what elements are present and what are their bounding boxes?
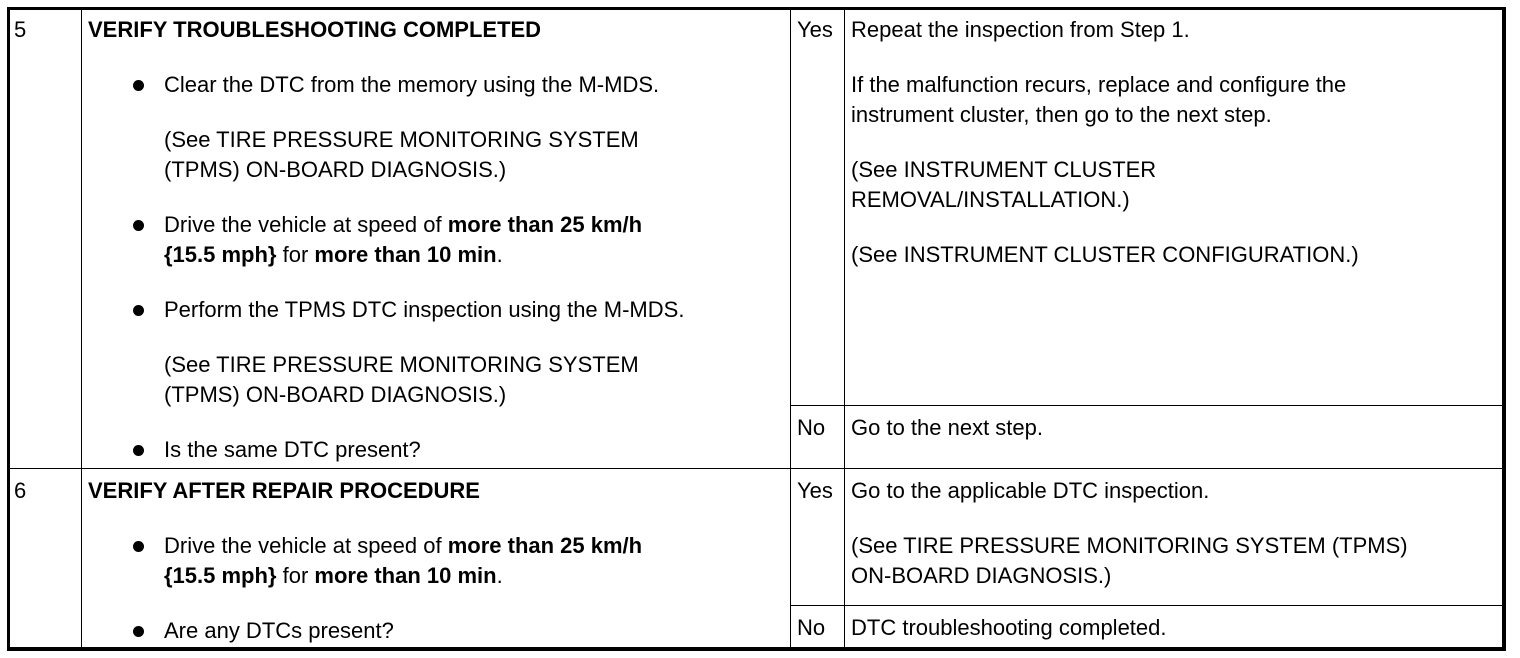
step-title: VERIFY TROUBLESHOOTING COMPLETED [88,17,542,42]
result-yes-action-cell: Repeat the inspection from Step 1. If the malfunction recurs, replace and configure the instrument cluster, then go to the next step. (See INSTRUMENT CLUSTER REMOVAL/INSTALLATION.) (See INSTRUMENT CLUSTER CONFIGURATION.) [845,8,1506,406]
bullet-icon [133,541,144,552]
result-no-action: Go to the next step. [851,415,1044,440]
step-number-cell [8,8,82,469]
bullet-icon [133,305,144,316]
result-yes-action-cell: Go to the applicable DTC inspection. (See TIRE PRESSURE MONITORING SYSTEM (TPMS) ON-BOARD DIAGNOSIS.) [845,469,1506,606]
reference-note: (See TIRE PRESSURE MONITORING SYSTEM (TPMS) ON-BOARD DIAGNOSIS.) [164,127,639,182]
procedure-item: Are any DTCs present? [88,616,784,646]
bullet-icon [133,445,144,456]
step-number-cell [8,469,82,651]
step-procedure-cell [82,469,791,651]
result-no-label-cell [791,406,845,469]
result-no-action-cell [845,606,1506,651]
result-yes-label-cell [791,469,845,606]
result-yes-label: Yes [797,17,833,42]
result-yes-label: Yes [797,478,833,503]
bullet-icon [133,220,144,231]
result-no-label: No [797,415,826,440]
result-no-action: DTC troubleshooting completed. [851,615,1167,640]
step-title: VERIFY AFTER REPAIR PROCEDURE [88,478,480,503]
troubleshooting-table-container [7,7,1505,650]
procedure-item: Drive the vehicle at speed of more than 25 km/h {15.5 mph} for more than 10 min. [88,210,784,270]
procedure-item: Drive the vehicle at speed of more than 25 km/h {15.5 mph} for more than 10 min. [88,531,784,591]
procedure-item: Clear the DTC from the memory using the M-MDS. [88,70,784,100]
procedure-item: Is the same DTC present? [88,435,784,465]
result-yes-label-cell [791,8,845,406]
procedure-item: Perform the TPMS DTC inspection using the M-MDS. [88,295,784,325]
result-no-label-cell [791,606,845,651]
bullet-icon [133,626,144,637]
step-procedure-cell [82,8,791,469]
step-number: 5 [14,17,27,42]
result-no-action-cell [845,406,1506,469]
step-number: 6 [14,478,27,503]
reference-note: (See TIRE PRESSURE MONITORING SYSTEM (TPMS) ON-BOARD DIAGNOSIS.) [164,352,639,407]
result-no-label: No [797,615,826,640]
bullet-icon [133,80,144,91]
troubleshooting-table [7,7,1506,651]
